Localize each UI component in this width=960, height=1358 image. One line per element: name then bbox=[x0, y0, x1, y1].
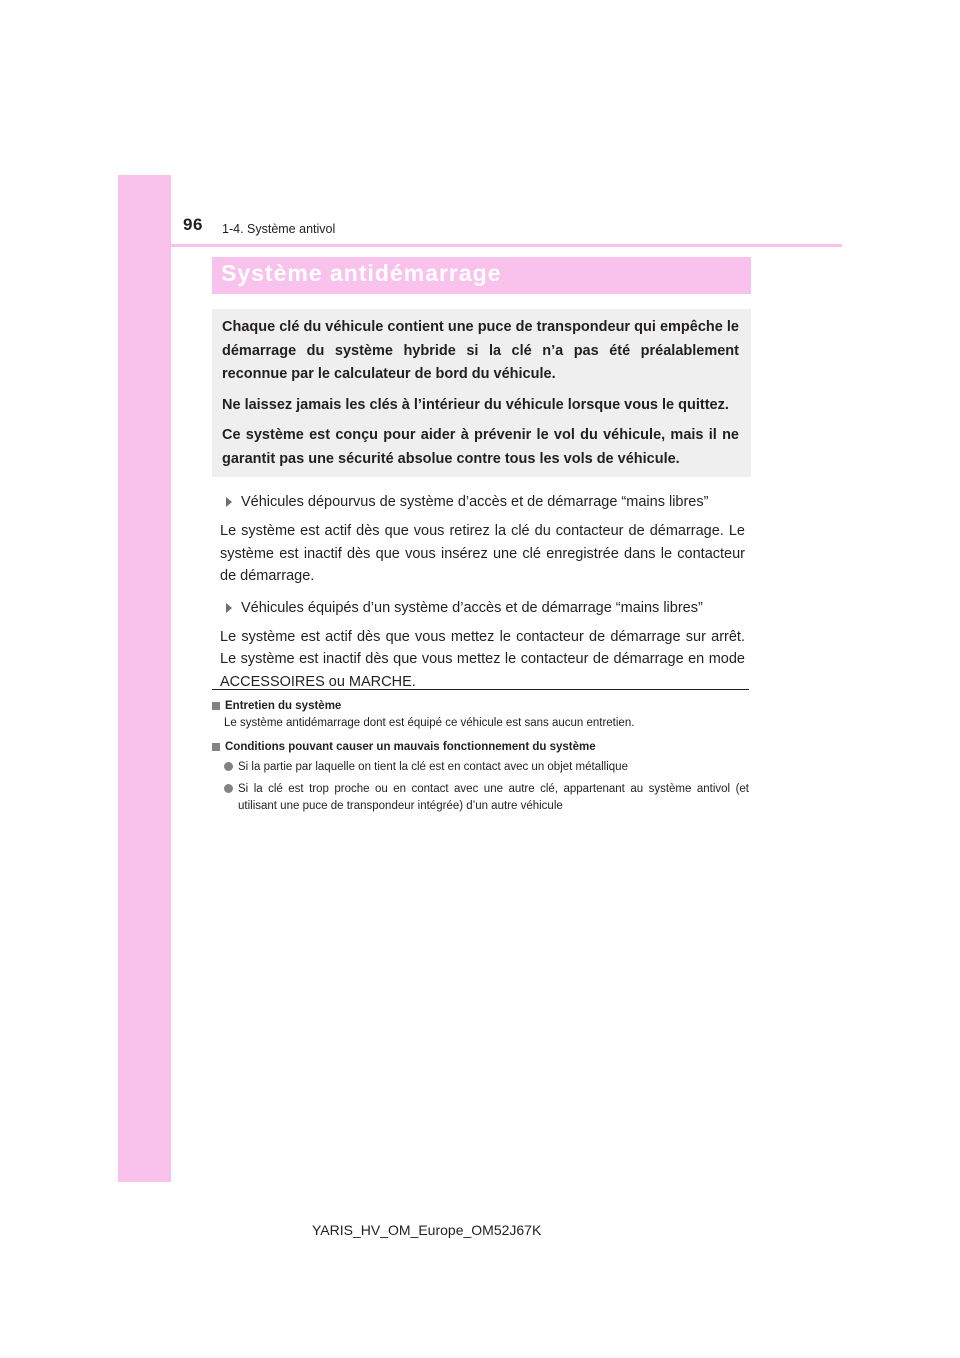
intro-paragraph: Ce système est conçu pour aider à prévenir le vol du véhicule, mais il ne garantit pas une sécurité absolue contre tous les vols de véhicule. bbox=[222, 427, 739, 467]
subsection-text: Le système est actif dès que vous retirez la clé du contacteur de démarrage. Le système est inactif dès que vous insérez une clé enregistrée dans le contacteur de démarrage. bbox=[220, 523, 745, 584]
circle-bullet-icon bbox=[224, 762, 233, 771]
footer-document-code: YARIS_HV_OM_Europe_OM52J67K bbox=[312, 1222, 542, 1238]
notes-section bbox=[212, 698, 749, 820]
section-divider bbox=[212, 689, 749, 690]
intro-paragraph: Ne laissez jamais les clés à l’intérieur du véhicule lorsque vous le quittez. bbox=[222, 396, 729, 413]
header-rule bbox=[118, 244, 842, 247]
note-text: Le système antidémarrage dont est équipé ce véhicule est sans aucun entretien. bbox=[224, 717, 635, 729]
subsection-heading bbox=[226, 597, 745, 619]
note-bullet-text: Si la clé est trop proche ou en contact avec une autre clé, appartenant au système antivol (et utilisant une puce de transpondeur intégrée) d’un autre véhicule bbox=[238, 783, 749, 812]
triangle-bullet-icon bbox=[226, 497, 232, 507]
triangle-bullet-icon bbox=[226, 603, 232, 613]
subsection-heading-text: Véhicules équipés d’un système d’accès et de démarrage “mains libres” bbox=[241, 599, 703, 616]
note-bullet bbox=[224, 781, 749, 815]
note-title bbox=[212, 739, 749, 755]
circle-bullet-icon bbox=[224, 784, 233, 793]
note-title bbox=[212, 698, 749, 714]
section-label: 1-4. Système antivol bbox=[222, 222, 336, 236]
note-bullet-text: Si la partie par laquelle on tient la clé est en contact avec un objet métallique bbox=[238, 761, 628, 773]
subsection-text: Le système est actif dès que vous mettez le contacteur de démarrage sur arrêt. Le système est inactif dès que vous mettez le contacteur de démarrage en mode ACCESSOIRES ou MARCHE. bbox=[220, 628, 745, 690]
page-title: Système antidémarrage bbox=[221, 260, 502, 286]
side-color-band bbox=[118, 175, 171, 1182]
main-content bbox=[220, 491, 745, 702]
intro-paragraph: Chaque clé du véhicule contient une puce de transpondeur qui empêche le démarrage du système hybride si la clé n’a pas été préalablement reconnue par le calculateur de bord du véhicule. bbox=[222, 319, 739, 382]
note-title-text: Conditions pouvant causer un mauvais fonctionnement du système bbox=[225, 741, 596, 753]
square-bullet-icon bbox=[212, 743, 220, 751]
note-title-text: Entretien du système bbox=[225, 700, 342, 712]
title-bar bbox=[212, 257, 751, 294]
page-number: 96 bbox=[183, 215, 203, 234]
intro-box bbox=[212, 309, 751, 477]
subsection-heading-text: Véhicules dépourvus de système d’accès et de démarrage “mains libres” bbox=[241, 494, 709, 510]
note-bullet bbox=[224, 759, 749, 776]
square-bullet-icon bbox=[212, 702, 220, 710]
subsection-heading bbox=[226, 491, 745, 513]
